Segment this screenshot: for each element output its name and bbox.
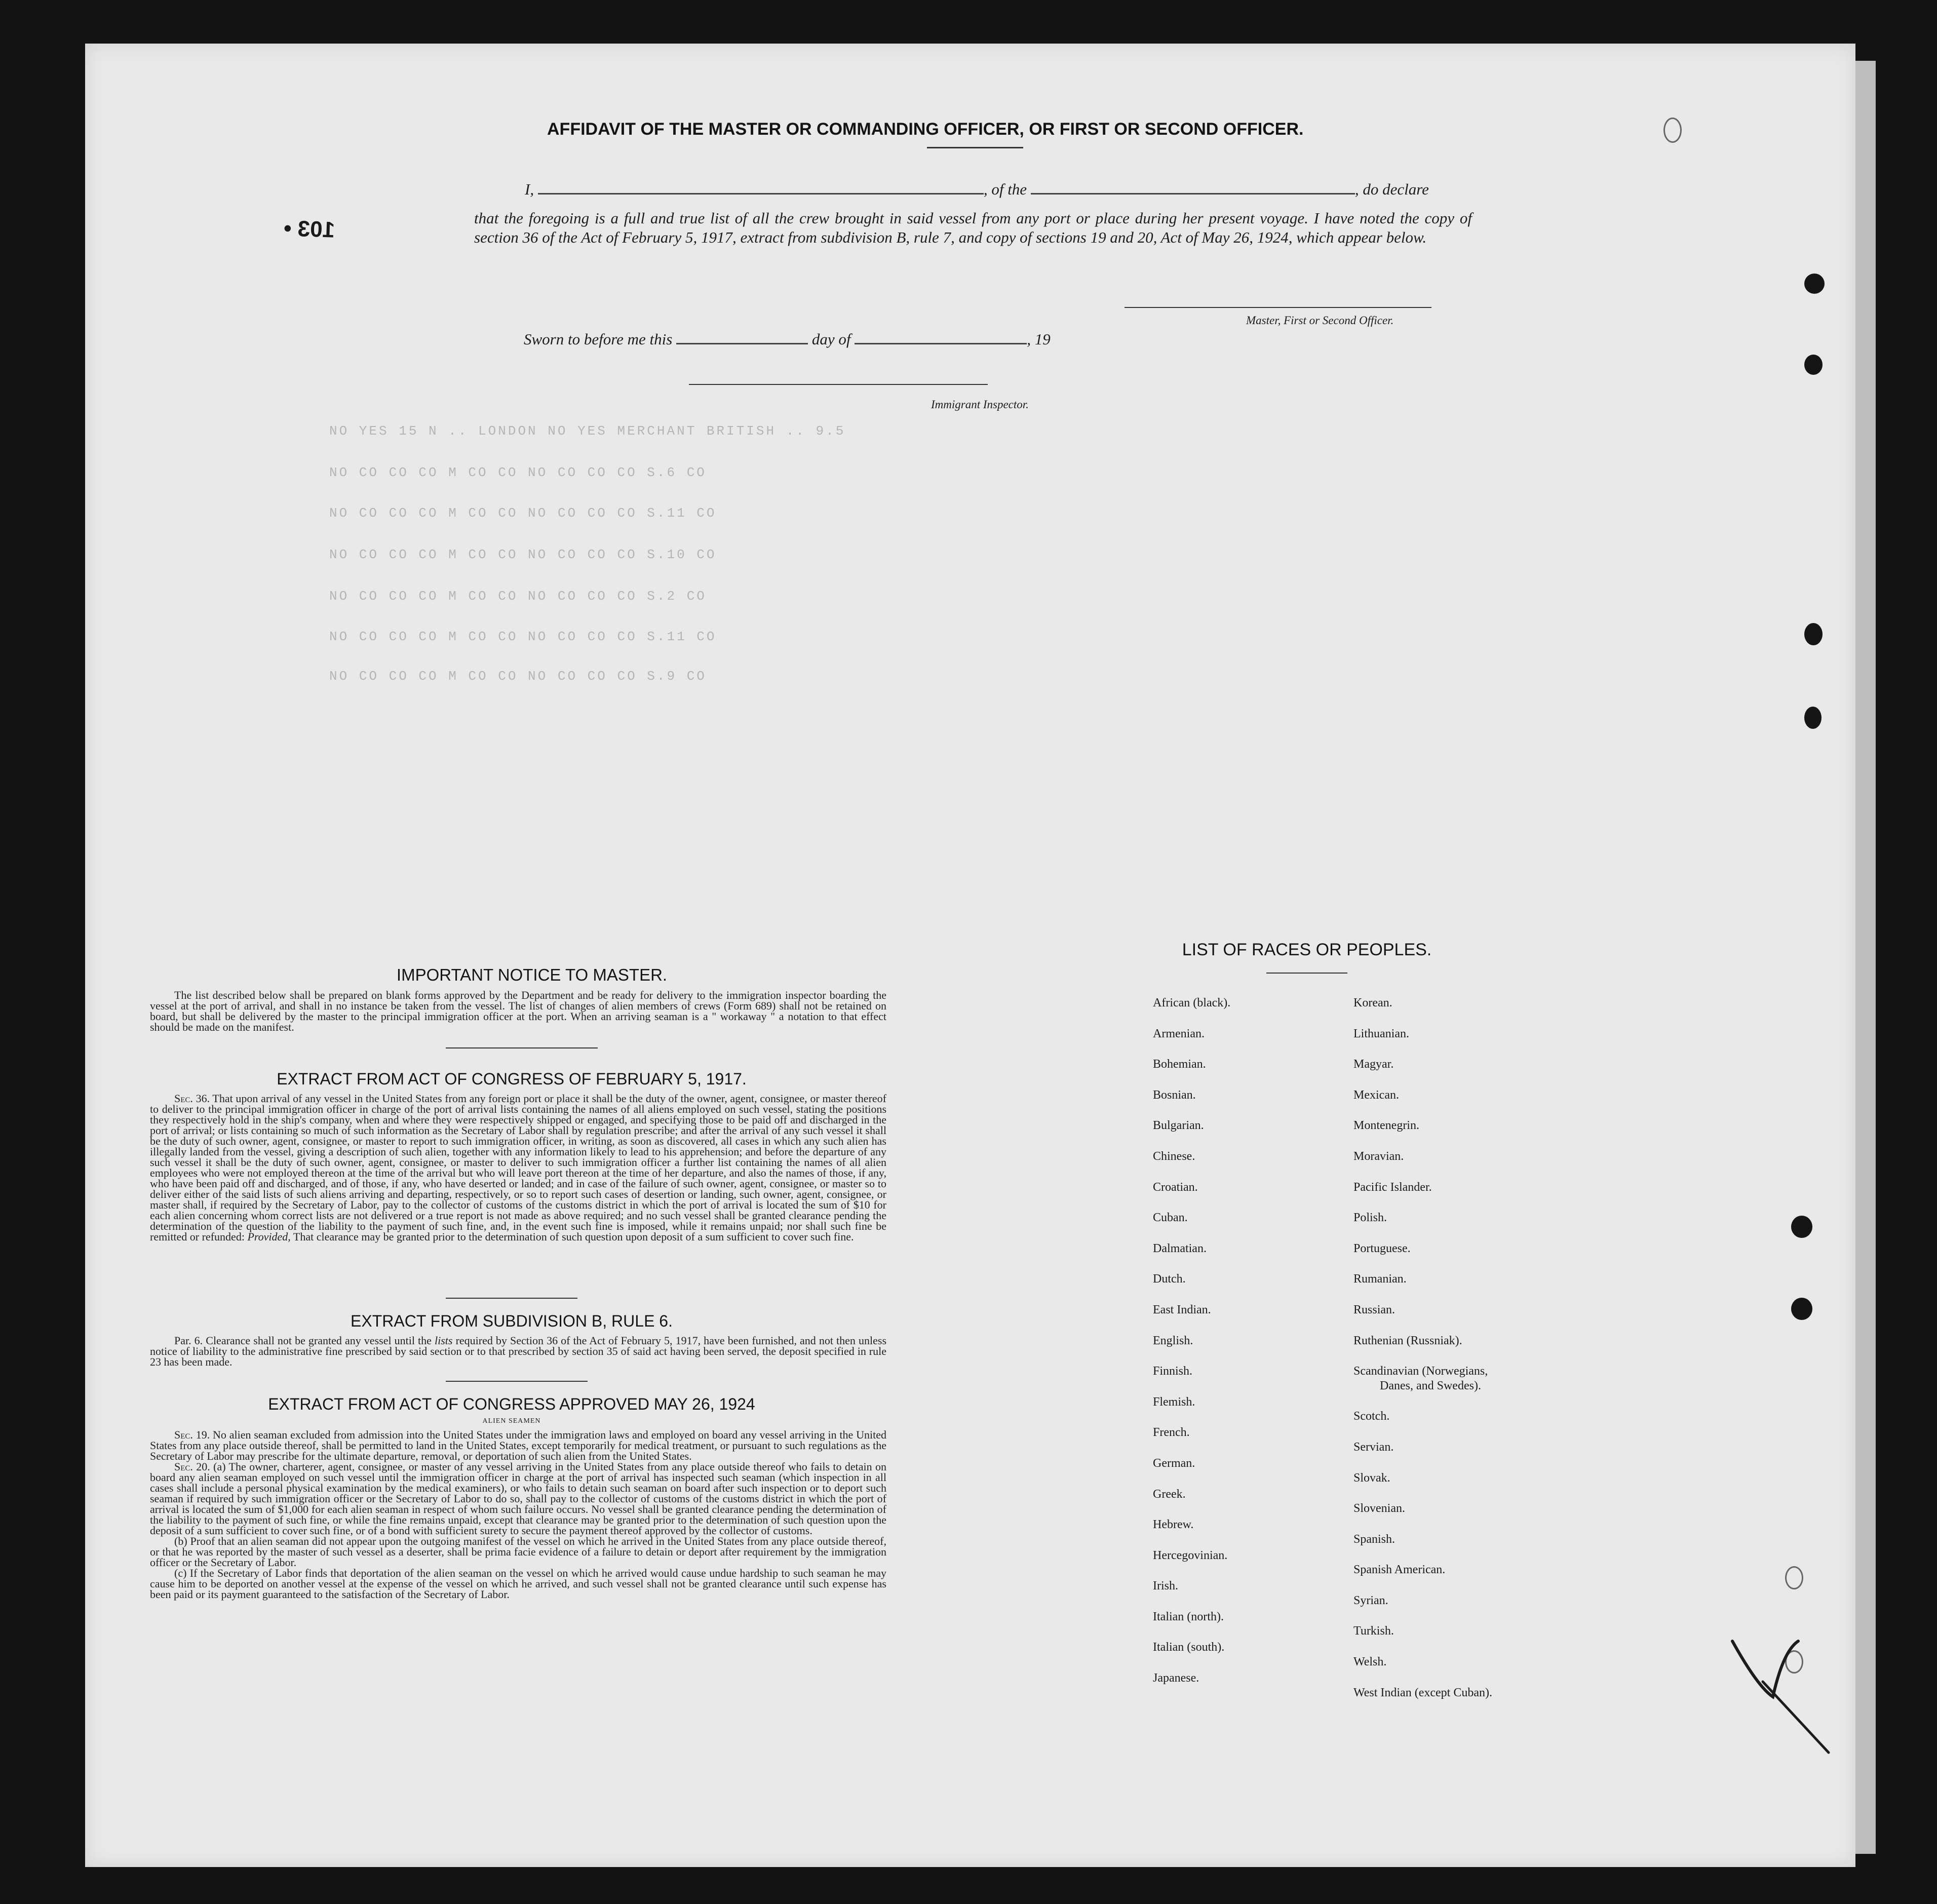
sworn-day-field[interactable] <box>676 343 808 344</box>
extract-1924-text <box>150 1429 886 1600</box>
races-column-1 <box>1153 988 1230 1694</box>
race-item: Danes, and Swedes). <box>1380 1379 1481 1392</box>
bleed-through-row: NO CO CO CO M CO CO NO CO CO CO S.11 CO <box>329 629 717 644</box>
binder-hole <box>1804 274 1825 294</box>
race-item: Bulgarian. <box>1153 1119 1204 1133</box>
race-item: East Indian. <box>1153 1303 1211 1316</box>
par-6-text-b: required by Section 36 of the Act of February 5, 1917, have been furnished, and not then unless notice of liability to the administrative fine prescribed by said section or to that prescribed by section 35 of said act having been served, the deposit specified in rule 23 has been made. <box>150 1334 887 1368</box>
bleed-through-row: NO CO CO CO M CO CO NO CO CO CO S.9 CO <box>329 669 707 684</box>
declaration-body: that the foregoing is a full and true list of all the crew brought in said vessel from any port or place during her present voyage. I have noted the copy of section 36 of the Act of February 5, 1917, extract from subdivision B, rule 7, and copy of sections 19 and 20, Act of May 26, 1924, which appear below. <box>474 209 1472 246</box>
notice-text <box>150 990 886 1032</box>
alien-seamen-subtitle: ALIEN SEAMEN <box>482 1417 541 1425</box>
race-item: Irish. <box>1153 1579 1178 1593</box>
sworn-month-field[interactable] <box>855 343 1027 344</box>
race-item: Pacific Islander. <box>1353 1180 1432 1194</box>
race-item: Chinese. <box>1153 1149 1195 1163</box>
race-item: Scotch. <box>1353 1410 1390 1423</box>
race-item: West Indian (except Cuban). <box>1353 1686 1492 1699</box>
declaration-line <box>525 180 1429 199</box>
divider <box>927 147 1023 148</box>
race-item: Slovak. <box>1353 1471 1390 1485</box>
sec-36-label: Sec. 36. <box>174 1092 210 1105</box>
binder-hole <box>1804 707 1822 729</box>
sec-20a-text: (a) The owner, charterer, agent, consignee, or master of any vessel arriving in the United States from any place outside thereof who fails to detain on board any alien seaman employed on such vessel until the immigration officer in charge at the port of arrival has inspected such seaman (which inspection in all cases shall include a personal physical examination by the medical examiners), or who fails to detain such seaman on board after such inspection or to deport such seaman if required by such immigration officer or the Secretary of Labor to do so, shall pay to the collector of customs of the customs district in which the port of arrival is located the sum of $1,000 for each alien seaman in respect of whom such failure occurs. No vessel shall be granted clearance pending the determination of the liability to the payment of such fine, or while the fine remains unpaid, except that clearance may be granted prior to the determination of such question upon the deposit of a sum sufficient to cover such fine, or of a bond with sufficient surety to secure the payment thereof approved by the collector of customs. <box>150 1460 886 1537</box>
notice-paragraph: The list described below shall be prepared on blank forms approved by the Department and be ready for delivery to the immigration inspector boarding the vessel at the port of arrival, and shall in no instance be taken from the vessel. The list of changes of alien members of crews (Form 689) shall not be retained on board, but shall be delivered by the master to the principal immigration officer at the port. When an arriving seaman is a " workaway " a notation to that effect should be made on the manifest. <box>150 989 886 1033</box>
race-item: Portuguese. <box>1353 1241 1411 1255</box>
race-item: Ruthenian (Russniak). <box>1353 1334 1462 1347</box>
race-item: Croatian. <box>1153 1180 1198 1194</box>
bleed-through-row: NO CO CO CO M CO CO NO CO CO CO S.10 CO <box>329 547 717 562</box>
notice-title: IMPORTANT NOTICE TO MASTER. <box>396 965 668 984</box>
race-item: Armenian. <box>1153 1027 1205 1040</box>
race-item: Servian. <box>1353 1440 1394 1454</box>
affidavit-title: AFFIDAVIT OF THE MASTER OR COMMANDING OFFICER, OR FIRST OR SECOND OFFICER. <box>547 120 1304 139</box>
sworn-line <box>524 330 1051 348</box>
race-item: Magyar. <box>1353 1058 1394 1071</box>
race-item: Moravian. <box>1353 1149 1404 1163</box>
race-item: English. <box>1153 1334 1193 1347</box>
race-item: Bosnian. <box>1153 1088 1196 1102</box>
race-item: Hebrew. <box>1153 1518 1194 1532</box>
sec-19-text: No alien seaman excluded from admission into the United States under the immigration laws and employed on board any vessel arriving in the United States from any place outside thereof, shall be permitted to land in the United States, except temporarily for medical treatment, or pursuant to such regulations as the Secretary of Labor may prescribe for the ultimate departure, removal, or deportation of such alien from the United States. <box>150 1428 887 1462</box>
race-item: Dutch. <box>1153 1272 1186 1286</box>
declarant-prefix: I, <box>525 180 534 198</box>
race-item: Scandinavian (Norwegians, <box>1353 1365 1488 1378</box>
race-item: Polish. <box>1353 1211 1387 1225</box>
races-column-2 <box>1353 988 1492 1708</box>
race-item: Rumanian. <box>1353 1272 1407 1286</box>
binder-hole <box>1791 1298 1812 1320</box>
race-item: Italian (south). <box>1153 1641 1225 1654</box>
sworn-prefix: Sworn to before me this <box>524 330 673 348</box>
divider <box>446 1298 577 1299</box>
punch-ring <box>1663 118 1682 143</box>
divider <box>446 1047 598 1048</box>
signature-label: Master, First or Second Officer. <box>1246 314 1394 327</box>
race-item: Italian (north). <box>1153 1610 1224 1623</box>
vessel-name-field[interactable] <box>1031 193 1355 195</box>
race-item: Japanese. <box>1153 1672 1199 1685</box>
binder-hole <box>1791 1216 1812 1238</box>
race-item: Montenegrin. <box>1353 1119 1419 1133</box>
race-item: Finnish. <box>1153 1365 1193 1378</box>
margin-stamp-number: 103 • <box>283 216 335 243</box>
sworn-year: , 19 <box>1027 330 1051 348</box>
race-item: Slovenian. <box>1353 1502 1405 1516</box>
race-item: Dalmatian. <box>1153 1241 1207 1255</box>
sec-20c-text: (c) If the Secretary of Labor finds that deportation of the alien seaman on the vessel on which he arrived would cause undue hardship to such seaman he may cause him to be deported on another vessel at the expense of the vessel on which he arrived, and such vessel shall not be granted clearance until such expense has been paid or its payment guaranteed to the satisfaction of the Secretary of Labor. <box>150 1567 886 1601</box>
race-item: French. <box>1153 1426 1190 1440</box>
bleed-through-row: NO CO CO CO M CO CO NO CO CO CO S.6 CO <box>329 465 707 480</box>
do-declare-label: , do declare <box>1354 180 1429 198</box>
proviso-label: Provided, <box>247 1230 291 1243</box>
sec-20-label: Sec. 20. <box>174 1460 210 1473</box>
par-6-text-a: Clearance shall not be granted any vessel until the <box>206 1334 432 1347</box>
inspector-label: Immigrant Inspector. <box>931 398 1029 411</box>
signature-field[interactable] <box>1125 307 1431 308</box>
declarant-name-field[interactable] <box>538 193 984 195</box>
punch-ring <box>1785 1566 1803 1589</box>
race-item: Spanish American. <box>1353 1563 1446 1577</box>
inspector-signature-field[interactable] <box>689 384 988 385</box>
sec-19-label: Sec. 19. <box>174 1428 210 1441</box>
extract-rule6-title: EXTRACT FROM SUBDIVISION B, RULE 6. <box>351 1312 673 1330</box>
race-item: Hercegovinian. <box>1153 1548 1228 1562</box>
sec-20b-text: (b) Proof that an alien seaman did not appear upon the outgoing manifest of the vessel on which he arrived in the United States from any place outside thereof, or that he was reported by the master of such vessel as a deserter, shall be prima facie evidence of a failure to detain or deport after requirement by the immigration officer or the Secretary of Labor. <box>150 1535 886 1569</box>
bleed-through-row: NO CO CO CO M CO CO NO CO CO CO S.2 CO <box>329 589 707 604</box>
race-item: Cuban. <box>1153 1211 1188 1225</box>
page-edge <box>1855 61 1876 1854</box>
race-item: Spanish. <box>1353 1532 1396 1546</box>
race-item: Welsh. <box>1353 1655 1387 1669</box>
of-the-label: , of the <box>983 180 1027 198</box>
race-item: Lithuanian. <box>1353 1027 1409 1040</box>
bleed-through-row: NO CO CO CO M CO CO NO CO CO CO S.11 CO <box>329 506 717 521</box>
binder-hole <box>1804 623 1823 645</box>
sec-36-text: That upon arrival of any vessel in the United States from any foreign port or place it shall be the duty of the owner, agent, consignee, or master thereof to deliver to the principal immigration officer in charge of the port of arrival lists containing the names of all aliens employed on such vessel, stating the positions they respectively hold in the ship's company, when and where they were respectively shipped or engaged, and specifying those to be paid off and discharged in the port of arrival; or lists containing so much of such information as the Secretary of Labor shall by regulation prescribe; and after the arrival of any such vessel it shall be the duty of such owner, agent, consignee, or master to report to such immigration officer, in writing, as soon as discovered, all cases in which any such alien has illegally landed from the vessel, giving a description of such alien, together with any information likely to lead to his apprehension; and before the departure of any such vessel it shall be the duty of such owner, agent, consignee, or master to deliver to such immigration officer a further list containing the names of all alien employees who were not employed thereon at the time of the arrival but who will leave port thereon at the time of her departure, and also the names of those, if any, who have been paid off and discharged, and of those, if any, who have deserted or landed; and in case of the failure of such owner, agent, consignee, or master so to deliver either of the said lists of such aliens arriving and departing, respectively, or so to report such cases of desertion or landing, such owner, agent, consignee, or master shall, if required by the Secretary of Labor, pay to the collector of customs of the customs district in which the port of arrival is located the sum of $10 for each alien concerning whom correct lists are not delivered or a true report is not made as above required; and no such vessel shall be granted clearance pending the determination of the question of the liability to the payment of such fine, and, in the event such fine is imposed, while it remains unpaid; nor shall such fine be remitted or refunded: <box>150 1092 886 1243</box>
race-item: German. <box>1153 1456 1195 1470</box>
divider <box>1266 973 1347 974</box>
races-title: LIST OF RACES OR PEOPLES. <box>1182 940 1432 959</box>
proviso-text: That clearance may be granted prior to the determination of such question upon deposit of a sum sufficient to cover such fine. <box>293 1230 854 1243</box>
race-item: Russian. <box>1353 1303 1396 1316</box>
pencil-check-mark <box>1727 1621 1839 1758</box>
divider <box>446 1381 588 1382</box>
par-6-label: Par. 6. <box>174 1334 203 1347</box>
race-item: Mexican. <box>1353 1088 1399 1102</box>
sworn-day-of: day of <box>811 330 851 348</box>
race-item: Korean. <box>1353 996 1392 1009</box>
binder-hole <box>1804 355 1823 375</box>
extract-1917-text <box>150 1093 886 1242</box>
race-item: African (black). <box>1153 996 1231 1009</box>
extract-1924-title: EXTRACT FROM ACT OF CONGRESS APPROVED MAY 26, 1924 <box>268 1395 755 1413</box>
lists-word: lists <box>435 1334 453 1347</box>
extract-1917-title: EXTRACT FROM ACT OF CONGRESS OF FEBRUARY 5, 1917. <box>277 1070 747 1088</box>
race-item: Flemish. <box>1153 1395 1195 1409</box>
race-item: Greek. <box>1153 1487 1186 1501</box>
bleed-through-row: NO YES 15 N .. LONDON NO YES MERCHANT BRITISH .. 9.5 <box>329 423 846 439</box>
race-item: Bohemian. <box>1153 1058 1206 1071</box>
race-item: Turkish. <box>1353 1624 1394 1638</box>
race-item: Syrian. <box>1353 1594 1388 1607</box>
extract-rule6-text <box>150 1335 886 1367</box>
